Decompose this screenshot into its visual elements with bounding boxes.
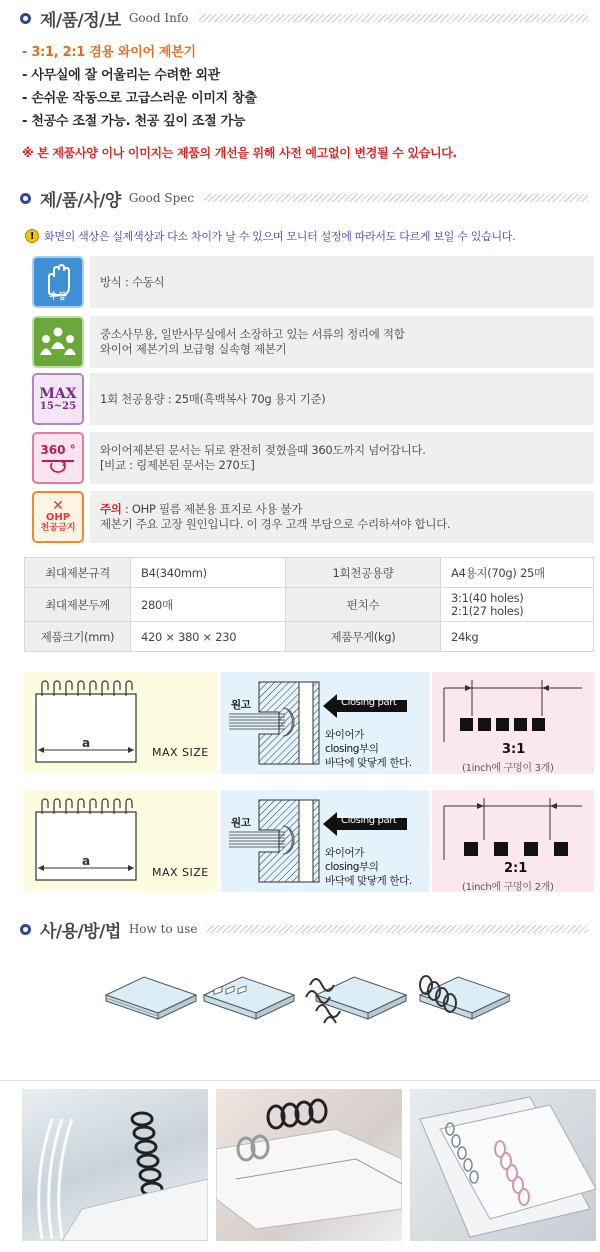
- width-label: a: [82, 736, 91, 750]
- table-key: 제품무게(kg): [286, 622, 441, 652]
- note-line: closing부의: [325, 743, 379, 755]
- divider: [207, 925, 588, 933]
- ohp-label: OHP: [45, 512, 71, 523]
- hand-icon-label: 수동: [49, 291, 67, 302]
- ratio-label: 2:1: [504, 861, 528, 876]
- people-icon: [32, 316, 84, 368]
- paper-label: 원고: [231, 699, 251, 711]
- feature-row-caution: [90, 491, 594, 543]
- rotate-360-icon: [32, 432, 84, 484]
- step-punch-icon: [204, 977, 294, 1019]
- section-title: 제/품/정/보: [40, 10, 121, 31]
- max-size-label: MAX SIZE: [152, 746, 209, 759]
- ratio-label: 3:1: [502, 742, 526, 757]
- ohp-sub: 천공금지: [40, 523, 76, 533]
- diagram-maxsize-2: [24, 790, 218, 892]
- feature-text: 방식 : 수동식: [100, 274, 165, 289]
- info-line-3: - 손쉬운 작동으로 고급스러운 이미지 창출: [22, 91, 257, 106]
- feature-row-360: [90, 432, 594, 484]
- bullet-icon: [20, 193, 31, 204]
- table-row: [25, 558, 594, 588]
- paper-label: 원고: [231, 817, 251, 829]
- exclamation-icon: !: [25, 229, 39, 243]
- diagram-maxsize-1: [24, 672, 218, 774]
- product-photo-2: [216, 1089, 402, 1241]
- feature-text: [비교 : 링제본된 문서는 270도]: [100, 458, 255, 472]
- closing-part-label: Closing part: [341, 815, 397, 826]
- caution-label: 주의: [100, 502, 122, 516]
- diagram-ratio-2: [432, 790, 594, 892]
- step-wire-insert-icon: [306, 977, 406, 1023]
- info-line-1: - 3:1, 2:1 겸용 와이어 제본기: [22, 45, 196, 60]
- ratio-note: (1inch에 구멍이 2개): [462, 882, 554, 893]
- table-value: B4(340mm): [131, 558, 286, 588]
- table-value: [441, 588, 594, 622]
- divider: [204, 194, 588, 202]
- section-header-spec: [20, 186, 588, 210]
- table-key: 1회천공용량: [286, 558, 441, 588]
- table-key: 최대제본두께: [25, 588, 131, 622]
- section-subtitle: Good Spec: [128, 191, 195, 205]
- color-warning: [25, 228, 515, 244]
- note-line: 와이어가: [325, 847, 364, 859]
- no-ohp-icon: [32, 491, 84, 543]
- section-header-howto: [20, 917, 588, 941]
- note-line: 바닥에 맞닿게 한다.: [325, 875, 412, 887]
- diagram-closing-1: [221, 672, 429, 774]
- section-title: 제/품/사/양: [40, 190, 121, 211]
- table-row: [25, 588, 594, 622]
- note-line: closing부의: [325, 861, 379, 873]
- feature-text: 제본기 주요 고장 원인입니다. 이 경우 고객 부담으로 수리하셔야 합니다.: [100, 517, 451, 531]
- feature-row-capacity: [90, 373, 594, 425]
- how-to-steps: [100, 955, 510, 1035]
- product-photo-1: [22, 1089, 208, 1241]
- bullet-icon: [20, 13, 31, 24]
- note-line: 와이어가: [325, 729, 364, 741]
- feature-text: 와이어제본된 문서는 뒤로 완전히 젖혔을때 360도까지 넘어갑니다.: [100, 443, 426, 457]
- table-value: 24kg: [441, 622, 594, 652]
- table-value: A4용지(70g) 25매: [441, 558, 594, 588]
- table-value: 280매: [131, 588, 286, 622]
- table-row: [25, 622, 594, 652]
- cross-icon: ✕: [52, 498, 64, 514]
- section-subtitle: How to use: [128, 922, 198, 936]
- step-stack-icon: [106, 977, 196, 1019]
- product-photo-3: [410, 1089, 596, 1241]
- section-header-info: [20, 6, 588, 30]
- feature-text: 와이어 제본기의 보급형 실속형 제본기: [100, 342, 287, 356]
- diagram-ratio-1: [432, 672, 594, 774]
- info-line-4: - 천공수 조절 가능. 천공 깊이 조절 가능: [22, 114, 246, 129]
- feature-text: : OHP 필름 제본용 표지로 사용 불가: [121, 502, 303, 516]
- table-key: 최대제본규격: [25, 558, 131, 588]
- bullet-icon: [20, 924, 31, 935]
- step-wire-closed-icon: [420, 976, 510, 1019]
- max-icon-label: MAX: [39, 385, 77, 402]
- max-icon: [32, 373, 84, 425]
- divider: [199, 14, 589, 22]
- table-value: 420 × 380 × 230: [131, 622, 286, 652]
- max-icon-sub: 15~25: [39, 400, 77, 412]
- spec-table: [24, 557, 594, 652]
- width-label: a: [82, 854, 91, 868]
- diagram-closing-2: [221, 790, 429, 892]
- section-title: 사/용/방/법: [40, 921, 121, 942]
- max-size-label: MAX SIZE: [152, 866, 209, 879]
- change-notice: ※ 본 제품사양 이나 이미지는 제품의 개선을 위해 사전 예고없이 변경될 수 있습니다.: [22, 146, 457, 160]
- punch-3to1: 3:1(40 holes): [451, 590, 524, 605]
- hand-icon: [32, 256, 84, 308]
- closing-part-label: Closing part: [341, 697, 397, 708]
- color-warning-text: 화면의 색상은 실제색상과 다소 차이가 날 수 있으며 모니터 설정에 따라서도 다르게 보일 수 있습니다.: [44, 230, 516, 243]
- rotate-icon-label: 360 °: [40, 443, 76, 457]
- info-line-2: - 사무실에 잘 어울리는 수려한 외관: [22, 68, 220, 83]
- punch-2to1: 2:1(27 holes): [451, 603, 524, 618]
- feature-text: 중소사무용, 일반사무실에서 소장하고 있는 서류의 정리에 적합: [100, 327, 405, 341]
- table-key: 펀치수: [286, 588, 441, 622]
- table-key: 제품크기(mm): [25, 622, 131, 652]
- photo-strip: [0, 1080, 600, 1252]
- note-line: 바닥에 맞닿게 한다.: [325, 757, 412, 769]
- feature-row-usage: [90, 316, 594, 368]
- ratio-note: (1inch에 구멍이 3개): [462, 763, 554, 774]
- section-subtitle: Good Info: [128, 11, 189, 25]
- feature-row-method: [90, 256, 594, 308]
- feature-text: 1회 천공용량 : 25매(흑백복사 70g 용지 기준): [100, 391, 326, 406]
